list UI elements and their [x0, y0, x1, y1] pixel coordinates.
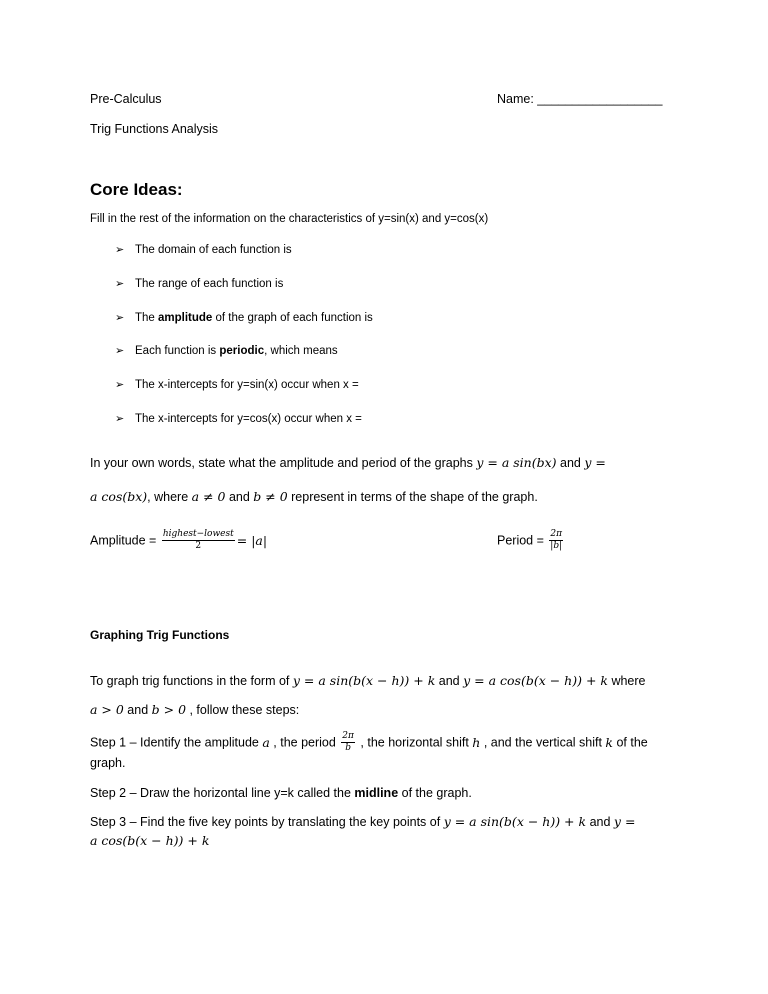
step-1-line-1: Step 1 – Identify the amplitude a , the period $\frac{2\pi}{b}$ , the horizontal shift h , and the vertical shift k of the — [90, 731, 648, 753]
core-intro: Fill in the rest of the information on the characteristics of y=sin(x) and y=cos(x) — [90, 213, 489, 225]
course-title: Pre-Calculus — [90, 92, 162, 106]
step-2: Step 2 – Draw the horizontal line y=k called the midline of the graph. — [90, 786, 472, 800]
step-3-line-1: Step 3 – Find the five key points by translating the key points of y = a sin(b(x − h)) + k and y = — [90, 814, 636, 829]
bullet-amplitude: ➢ The amplitude of the graph of each function is — [115, 312, 373, 324]
step-3-line-2: a cos(b(x − h)) + k — [90, 833, 210, 848]
arrow-bullet-icon: ➢ — [115, 312, 125, 324]
arrow-bullet-icon: ➢ — [115, 345, 125, 357]
worksheet-subtitle: Trig Functions Analysis — [90, 122, 219, 136]
step-1-line-2: graph. — [90, 756, 126, 770]
arrow-bullet-icon: ➢ — [115, 244, 125, 256]
graphing-intro-line-2: a > 0 and b > 0 , follow these steps: — [90, 702, 300, 717]
name-field-label: Name: __________________ — [497, 92, 663, 106]
arrow-bullet-icon: ➢ — [115, 413, 125, 425]
amplitude-formula: Amplitude = $\frac{\text{highest−lowest}}{2}$ = |a| — [90, 529, 268, 551]
bullet-periodic: ➢ Each function is periodic, which means — [115, 345, 338, 357]
bullet-sin-intercepts: ➢ The x-intercepts for y=sin(x) occur when x = — [115, 379, 359, 391]
own-words-line-2: a cos(bx), where a ≠ 0 and b ≠ 0 represent in terms of the shape of the graph. — [90, 489, 538, 504]
own-words-line-1: In your own words, state what the amplitude and period of the graphs y = a sin(bx) and y = — [90, 455, 606, 470]
graphing-intro-line-1: To graph trig functions in the form of y = a sin(b(x − h)) + k and y = a cos(b(x − h)) + k where — [90, 673, 646, 688]
period-formula: Period = $\frac{2\pi}{|b|}$ — [497, 529, 563, 551]
core-ideas-heading: Core Ideas: — [90, 180, 183, 199]
arrow-bullet-icon: ➢ — [115, 278, 125, 290]
arrow-bullet-icon: ➢ — [115, 379, 125, 391]
graphing-heading: Graphing Trig Functions — [90, 628, 230, 642]
bullet-domain: ➢ The domain of each function is — [115, 244, 292, 256]
bullet-cos-intercepts: ➢ The x-intercepts for y=cos(x) occur when x = — [115, 413, 362, 425]
bullet-range: ➢ The range of each function is — [115, 278, 284, 290]
